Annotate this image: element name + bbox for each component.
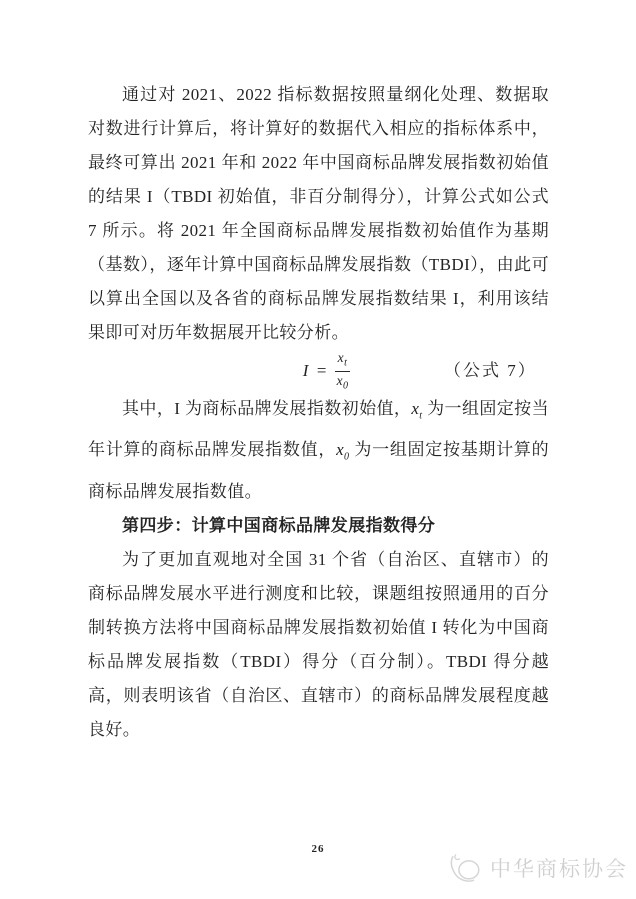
formula-number-label: （公式 7） <box>444 361 537 380</box>
paragraph-method-intro: 通过对 2021、2022 指标数据按照量纲化处理、数据取对数进行计算后，将计算好的数据代入相应的指标体系中，最终可算出 2021 年和 2022 年中国商标品牌发展指数初始值的结果 I（TBDI 初始值，非百分制得分），计算公式如公式 7 所示。将 2021 年全国商标品牌发展指数初始值作为基期（基数），逐年计算中国商标品牌发展指数（TBDI），由此可以算出全国以及各省的商标品牌发展指数结果 I，利用该结果即可对历年数据展开比较分析。 <box>88 85 549 342</box>
formula-lhs: I <box>302 360 309 380</box>
paragraph-variable-definitions: 其中，I 为商标品牌发展指数初始值，$x_t$ 为一组固定按当年计算的商标品牌发展指数值，$x_0$ 为一组固定按基期计算的商标品牌发展指数值。 <box>88 399 549 501</box>
cta-logo-icon <box>447 851 485 885</box>
formula-denominator: $x_0$ <box>336 372 349 392</box>
formula-equals: = <box>315 360 328 380</box>
formula-fraction <box>335 350 351 391</box>
formula-line <box>88 350 549 392</box>
formula-numerator: $x_t$ <box>335 350 351 371</box>
page-number: 26 <box>311 843 325 855</box>
page-body-text <box>88 78 549 747</box>
paragraph-score-conversion: 为了更加直观地对全国 31 个省（自治区、直辖市）的商标品牌发展水平进行测度和比较，课题组按照通用的百分制转换方法将中国商标品牌发展指数初始值 I 转化为中国商标品牌发展指数（TBDI）得分（百分制）。TBDI 得分越高，则表明该省（自治区、直辖市）的商标品牌发展程度越良好。 <box>88 549 549 739</box>
watermark <box>447 851 628 885</box>
watermark-text: 中华商标协会 <box>490 857 628 881</box>
formula-equation <box>303 350 351 391</box>
section-heading-step4: 第四步：计算中国商标品牌发展指数得分 <box>122 515 436 535</box>
variable-x0: $x_0$ <box>336 440 350 463</box>
variable-xt: $x_t$ <box>411 399 423 422</box>
